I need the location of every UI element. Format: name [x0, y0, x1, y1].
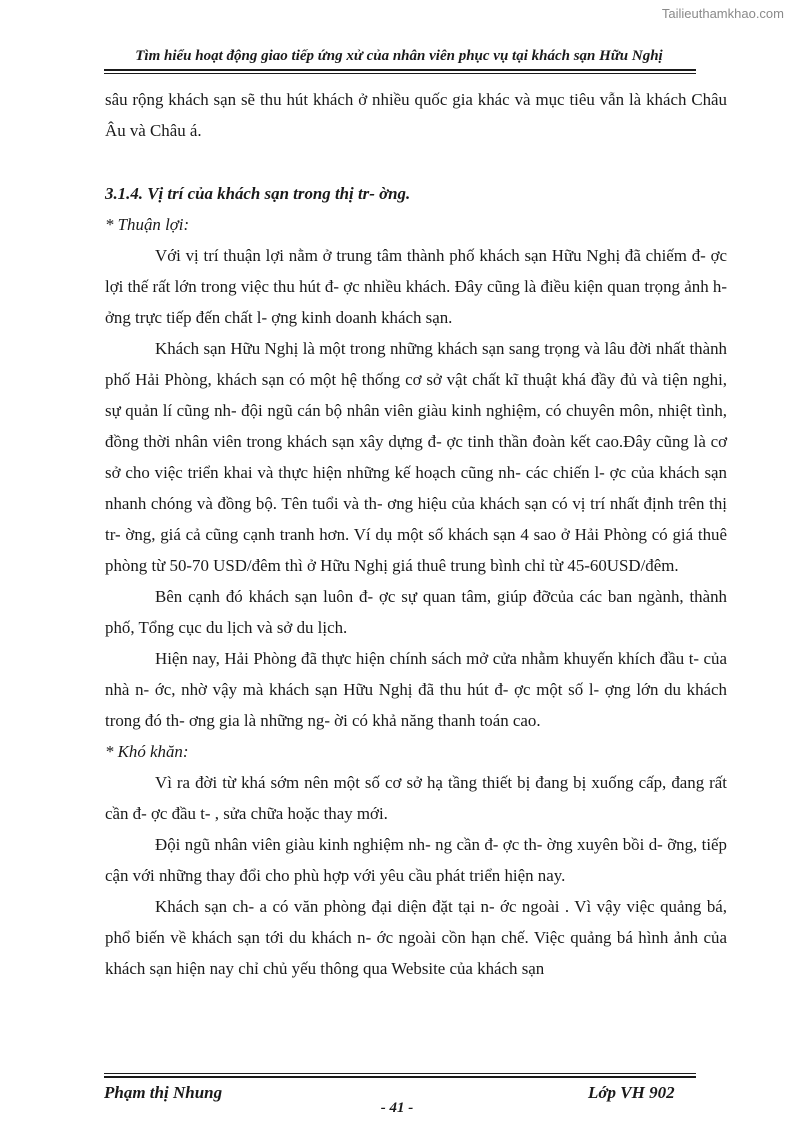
advantages-paragraph: Bên cạnh đó khách sạn luôn đ- ợc sự quan tâm, giúp đỡcủa các ban ngành, thành phố, Tổng cục du lịch và sở du lịch.: [105, 587, 727, 637]
footer-class: Lớp VH 902: [588, 1083, 675, 1102]
advantages-paragraph: Khách sạn Hữu Nghị là một trong những khách sạn sang trọng và lâu đời nhất thành phố Hải Phòng, khách sạn có một hệ thống cơ sở vật chất kĩ thuật khá đầy đủ và tiện nghi, sự quản lí cũng nh- đội ngũ cán bộ nhân viên giàu kinh nghiệm, có chuyên môn, nhiệt tình, đồng thời nhân viên trong khách sạn xây dựng đ- ợc tinh thần đoàn kết cao.Đây cũng là cơ sở cho việc triển khai và thực hiện những kế hoạch cũng nh- các chiến l- ợc của khách sạn nhanh chóng và đồng bộ. Tên tuổi và th- ơng hiệu của khách sạn có vị trí nhất định trên thị tr- ờng, giá cả cũng cạnh tranh hơn. Ví dụ một số khách sạn 4 sao ở Hải Phòng có giá thuê phòng từ 50-70 USD/đêm thì ở Hữu Nghị giá thuê trung bình chỉ từ 45-60USD/đêm.: [105, 339, 727, 575]
header-rule-thin: [104, 73, 696, 74]
header-rule-thick: [104, 69, 696, 71]
difficulties-paragraph: Đội ngũ nhân viên giàu kinh nghiệm nh- ng cần đ- ợc th- ờng xuyên bồi d- ỡng, tiếp cận với những thay đổi cho phù hợp với yêu cầu phát triển hiện nay.: [105, 835, 727, 885]
difficulties-label: * Khó khăn:: [105, 742, 189, 761]
advantages-paragraph: Với vị trí thuận lợi nằm ở trung tâm thành phố khách sạn Hữu Nghị đã chiếm đ- ợc lợi thế rất lớn trong việc thu hút đ- ợc nhiều khách. Đây cũng là điều kiện quan trọng ảnh h- ởng trực tiếp đến chất l- ợng kinh doanh khách sạn.: [105, 246, 727, 327]
intro-paragraph: sâu rộng khách sạn sẽ thu hút khách ở nhiều quốc gia khác và mục tiêu vẫn là khách Châu Âu và Châu á.: [105, 90, 727, 140]
section-heading: 3.1.4. Vị trí của khách sạn trong thị tr- ờng.: [105, 184, 411, 203]
difficulties-paragraph: Vì ra đời từ khá sớm nên một số cơ sở hạ tầng thiết bị đang bị xuống cấp, đang rất cần đ- ợc đầu t- , sửa chữa hoặc thay mới.: [105, 773, 727, 823]
advantages-label: * Thuận lợi:: [105, 215, 190, 234]
footer-rule-thick: [104, 1076, 696, 1078]
difficulties-paragraph: Khách sạn ch- a có văn phòng đại diện đặt tại n- ớc ngoài . Vì vậy việc quảng bá, phổ biến về khách sạn tới du khách n- ớc ngoài cồn hạn chế. Việc quảng bá hình ảnh của khách sạn hiện nay chỉ chủ yếu thông qua Website của khách sạn: [105, 897, 727, 978]
footer-author: Phạm thị Nhung: [104, 1083, 223, 1102]
footer-rule-thin: [104, 1073, 696, 1074]
advantages-paragraph: Hiện nay, Hải Phòng đã thực hiện chính sách mở cửa nhằm khuyến khích đầu t- của nhà n- ớc, nhờ vậy mà khách sạn Hữu Nghị đã thu hút đ- ợc một số l- ợng lớn du khách trong đó th- ơng gia là những ng- ời có khả năng thanh toán cao.: [105, 649, 727, 730]
page-number: - 41 -: [380, 1100, 414, 1116]
running-header-title: Tìm hiểu hoạt động giao tiếp ứng xử của nhân viên phục vụ tại khách sạn Hữu Nghị: [135, 48, 663, 64]
page-body: [105, 84, 727, 984]
watermark: Tailieuthamkhao.com: [661, 6, 784, 21]
